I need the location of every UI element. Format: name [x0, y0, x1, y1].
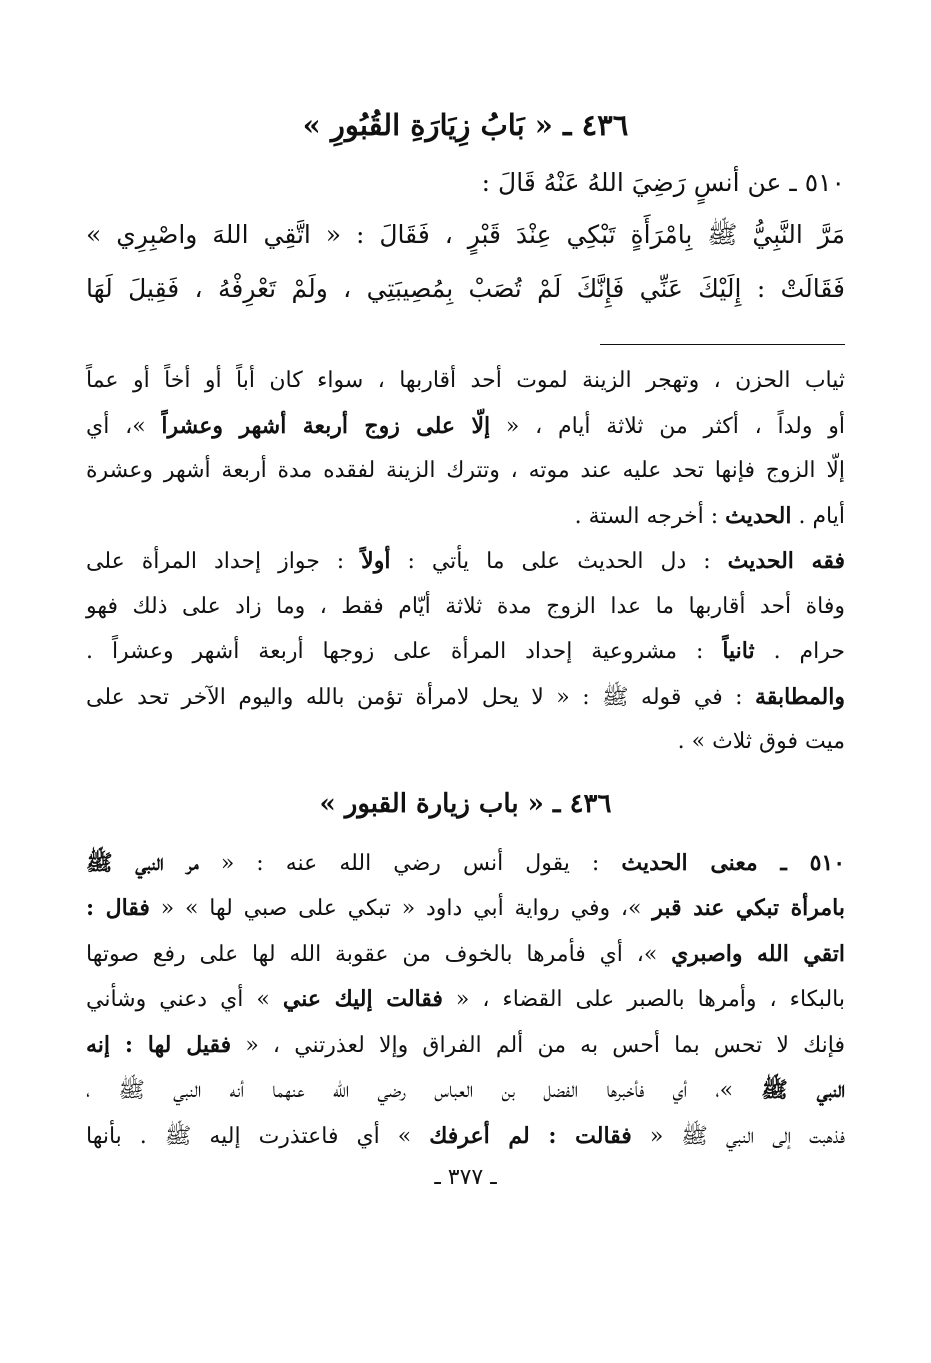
commentary-line: ٥١٠ ـ معنى الحديث : يقول أنس رضي الله عنه : « مر النبي ﷺ — [86, 849, 846, 876]
commentary-line: النبي ﷺ »، أي فأخبرها الفضل بن العباس رضي الله عنهما أنه النبي ﷺ ، — [86, 1077, 845, 1103]
page-number: ـ ٣٧٧ ـ — [434, 1165, 497, 1190]
commentary-line: ميت فوق ثلاث » . — [677, 729, 845, 754]
commentary-line: أيام . الحديث : أخرجه الستة . — [574, 502, 845, 529]
commentary-line: ثياب الحزن ، وتهجر الزينة لموت أحد أقاربها ، سواء كان أباً أو أخاً أو عماً — [86, 368, 846, 393]
commentary-line: والمطابقة : في قوله ﷺ : « لا يحل لامرأة تؤمن بالله واليوم الآخر تحد على — [86, 683, 845, 710]
commentary-line: وفاة أحد أقاربها ما عدا الزوج مدة ثلاثة أيّام فقط ، وما زاد على ذلك فهو — [86, 593, 845, 619]
commentary-line: بالبكاء ، وأمرها بالصبر على القضاء ، « فقالت إليك عني » أي دعني وشأني — [86, 986, 845, 1012]
commentary-line: أو ولداً ، أكثر من ثلاثة أيام ، « إلّا على زوج أربعة أشهر وعشراً »، أي — [86, 412, 845, 439]
commentary-line: بامرأة تبكي عند قبر »، وفي رواية أبي داود « تبكي على صبي لها » « فقال : — [86, 895, 845, 921]
commentary-line: إلّا الزوج فإنها تحد عليه عند موته ، وتترك الزينة لفقده مدة أربعة أشهر وعشرة — [86, 458, 845, 483]
commentary-line: فذهبت إلى النبي ﷺ « فقالت : لم أعرفك » أي فاعتذرت إليه ﷺ . بأنها — [86, 1122, 845, 1149]
footnote-divider — [600, 344, 845, 345]
hadith-head: ٥١٠ ـ عن أنسٍ رَضِيَ اللهُ عَنْهُ قَالَ : — [481, 168, 845, 197]
hadith-line: مَرَّ النَّبِيُّ ﷺ بِامْرَأَةٍ تَبْكِي عِنْدَ قَبْرٍ ، فَقَالَ : « اتَّقِي اللهَ واصْبِرِي » — [86, 220, 845, 249]
commentary-line: فقه الحديث : دل الحديث على ما يأتي : أولاً : جواز إحداد المرأة على — [86, 548, 845, 574]
commentary-line: حرام . ثانياً : مشروعية إحداد المرأة على زوجها أربعة أشهر وعشراً . — [86, 638, 845, 664]
commentary-line: فإنك لا تحس بما أحس به من ألم الفراق وإلا لعذرتني ، « فقيل لها : إنه — [86, 1031, 845, 1058]
commentary-line: اتقي الله واصبري »، أي فأمرها بالخوف من عقوبة الله لها على رفع صوتها — [86, 940, 846, 967]
chapter-title: ٤٣٦ ـ « بَابُ زِيَارَةِ القُبُورِ » — [302, 108, 629, 142]
hadith-line: فَقَالَتْ : إِلَيْكَ عَنِّي فَإِنَّكَ لَمْ تُصَبْ بِمُصِيبَتِي ، ولَمْ تَعْرِفْهُ ، فَقِيلَ لَهَا — [86, 274, 845, 303]
chapter-title-commentary: ٤٣٦ ـ « باب زيارة القبور » — [319, 788, 612, 819]
